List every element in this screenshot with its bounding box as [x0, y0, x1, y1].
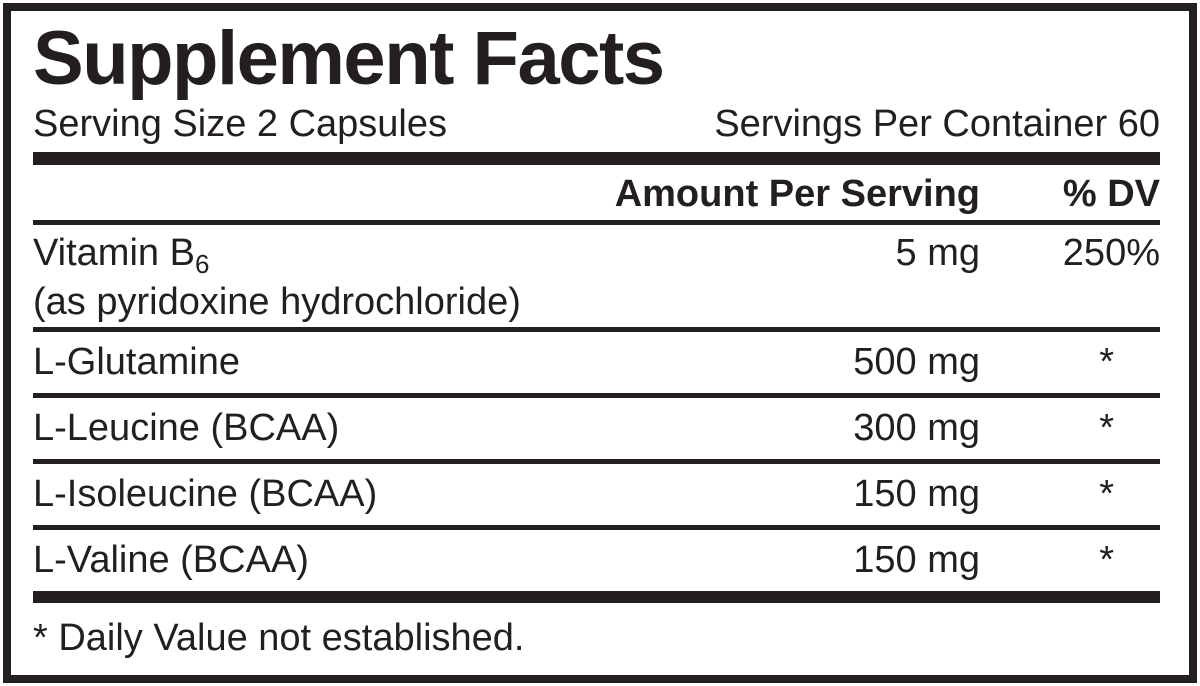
daily-value-footnote: * Daily Value not established. — [33, 617, 525, 659]
servings-per-container-text: Servings Per Container 60 — [714, 103, 1160, 145]
table-header-row — [33, 165, 1160, 220]
ingredient-dv: * — [1099, 407, 1114, 449]
divider-thick-bottom — [33, 591, 1160, 603]
ingredient-dv: * — [1099, 539, 1114, 581]
ingredient-dv: 250% — [1062, 232, 1160, 274]
label-title: Supplement Facts — [33, 16, 664, 101]
ingredient-note: (as pyridoxine hydrochloride) — [33, 281, 521, 323]
ingredient-name: L-Valine (BCAA) — [33, 539, 309, 581]
ingredient-amount: 5 mg — [895, 232, 980, 274]
ingredient-amount: 150 mg — [853, 539, 980, 581]
ingredient-name — [33, 230, 896, 325]
ingredient-amount: 500 mg — [853, 341, 980, 383]
ingredient-name-text: Vitamin B — [33, 232, 195, 274]
dv-column-header: % DV — [1062, 173, 1160, 215]
ingredient-name: L-Leucine (BCAA) — [33, 407, 340, 449]
divider-thick-top — [33, 152, 1160, 165]
ingredient-amount: 300 mg — [853, 407, 980, 449]
table-row-leucine — [33, 398, 1160, 459]
serving-info-row — [33, 101, 1160, 152]
ingredient-dv: * — [1099, 473, 1114, 515]
amount-column-header: Amount Per Serving — [614, 173, 980, 215]
ingredient-amount: 150 mg — [853, 473, 980, 515]
table-row-valine — [33, 530, 1160, 591]
ingredient-name: L-Isoleucine (BCAA) — [33, 473, 378, 515]
ingredient-name: L-Glutamine — [33, 341, 240, 383]
ingredient-name-subscript: 6 — [194, 249, 210, 279]
serving-size-text: Serving Size 2 Capsules — [33, 103, 447, 145]
table-row-glutamine — [33, 332, 1160, 393]
ingredient-dv: * — [1099, 341, 1114, 383]
table-row-vitamin-b6 — [33, 225, 1160, 327]
table-row-isoleucine — [33, 464, 1160, 525]
supplement-facts-label — [3, 3, 1197, 683]
